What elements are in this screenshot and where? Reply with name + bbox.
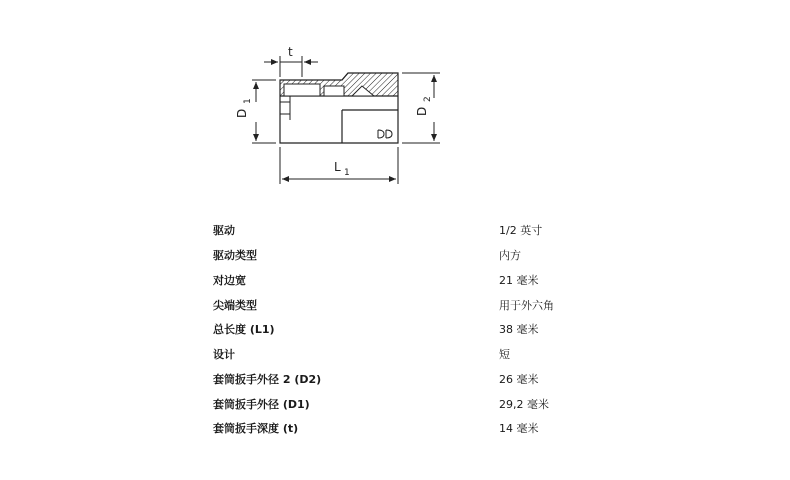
spec-row <box>213 268 593 293</box>
d2-label: D <box>415 106 429 116</box>
d1-label: D <box>235 108 249 118</box>
spec-row <box>213 317 593 342</box>
spec-value: 21 毫米 <box>499 273 539 287</box>
spec-label: 套筒扳手深度 (t) <box>213 422 299 436</box>
spec-row <box>213 243 593 268</box>
spec-row <box>213 367 593 392</box>
spec-label: 套筒扳手外径 (D1) <box>213 397 310 411</box>
spec-value: 内方 <box>499 249 521 263</box>
t-dimension <box>264 56 318 77</box>
specifications-table <box>213 218 593 441</box>
spec-label: 总长度 (L1) <box>213 323 275 337</box>
spec-row <box>213 416 593 441</box>
spec-label: 设计 <box>213 348 235 362</box>
drive-end-detail <box>280 96 290 120</box>
spec-label: 驱动类型 <box>213 249 257 263</box>
spec-row <box>213 292 593 317</box>
spec-label: 驱动 <box>213 224 235 238</box>
spec-row <box>213 342 593 367</box>
l1-label: L <box>334 160 341 174</box>
spec-value: 用于外六角 <box>499 298 554 312</box>
spec-label: 尖端类型 <box>213 298 257 312</box>
spec-value: 1/2 英寸 <box>499 224 543 238</box>
spec-value: 14 毫米 <box>499 422 539 436</box>
d2-subscript: 2 <box>423 96 433 102</box>
section-hatch <box>280 73 398 96</box>
spec-value: 29,2 毫米 <box>499 397 549 411</box>
spec-value: 38 毫米 <box>499 323 539 337</box>
spec-row <box>213 391 593 416</box>
spec-row <box>213 218 593 243</box>
spec-label: 对边宽 <box>213 273 246 287</box>
d1-subscript: 1 <box>243 98 253 104</box>
socket-drawing-svg <box>228 40 454 190</box>
d1-dimension <box>252 80 276 143</box>
socket-technical-drawing <box>228 40 454 190</box>
spec-value: 26 毫米 <box>499 372 539 386</box>
l1-subscript: 1 <box>344 168 350 178</box>
spec-value: 短 <box>499 348 510 362</box>
spec-label: 套筒扳手外径 2 (D2) <box>213 372 322 386</box>
brand-mark <box>378 130 392 138</box>
t-label: t <box>288 45 293 59</box>
